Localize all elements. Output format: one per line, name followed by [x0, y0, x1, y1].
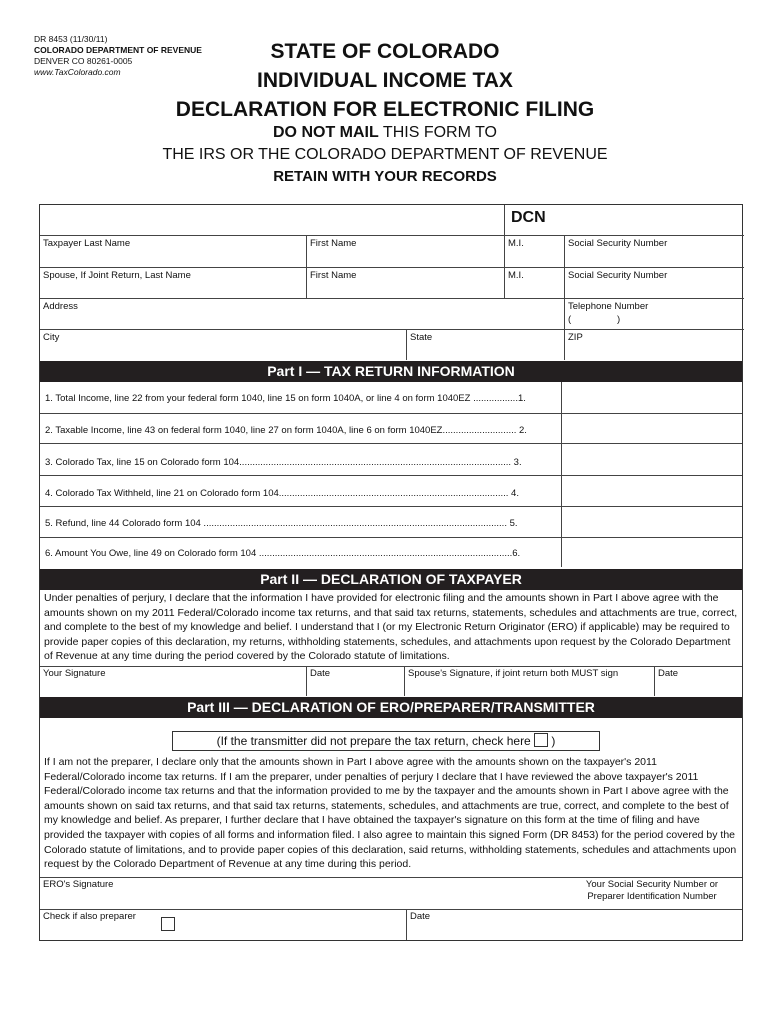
first-name-label: First Name	[310, 238, 357, 249]
title-state: STATE OF COLORADO	[270, 40, 500, 63]
transmitter-note: (If the transmitter did not prepare the tax return, check here	[216, 734, 531, 748]
declaration-form	[39, 204, 743, 941]
line-1-total-income: 1. Total Income, line 22 from your federal form 1040, line 15 on form 1040A, or line 4 on form 1040EZ .................1.	[45, 393, 526, 404]
divider	[40, 475, 742, 476]
ero-date-label: Date	[410, 911, 431, 922]
spouse-signature-label: Spouse's Signature, if joint return both MUST sign	[408, 668, 619, 679]
divider	[40, 443, 742, 444]
your-signature-field[interactable]	[40, 666, 306, 696]
also-preparer-checkbox[interactable]	[161, 917, 175, 931]
dcn-box[interactable]	[504, 205, 744, 235]
spouse-signature-field[interactable]	[404, 666, 654, 696]
line-4-tax-withheld: 4. Colorado Tax Withheld, line 21 on Colorado form 104....................................................................................... 4.	[45, 488, 519, 499]
telephone-field[interactable]	[564, 298, 744, 329]
irs-notice: THE IRS OR THE COLORADO DEPARTMENT OF REVENUE	[162, 146, 608, 163]
line-2-taxable-income: 2. Taxable Income, line 43 on federal form 1040, line 27 on form 1040A, line 6 on form 1040EZ............................ 2.	[45, 425, 527, 436]
taxpayer-ssn-field[interactable]	[564, 235, 744, 267]
retain-notice: RETAIN WITH YOUR RECORDS	[273, 168, 497, 185]
ero-date-field[interactable]	[406, 909, 742, 940]
date-label: Date	[310, 668, 331, 679]
spouse-first-name-label: First Name	[310, 270, 357, 281]
spouse-last-name-label: Spouse, If Joint Return, Last Name	[43, 270, 191, 281]
phone-paren-open: (	[568, 314, 572, 325]
ssn-label: Social Security Number	[568, 238, 668, 249]
city-label: City	[43, 332, 60, 343]
check-if-preparer-label: Check if also preparer	[43, 911, 136, 922]
phone-paren-close: )	[617, 314, 621, 325]
spouse-mi-field[interactable]	[504, 267, 564, 298]
divider	[40, 537, 742, 538]
line-3-colorado-tax: 3. Colorado Tax, line 15 on Colorado form 104....................................................................................................... 3.	[45, 457, 522, 468]
do-not-mail-notice	[0, 124, 770, 142]
ssn-pin-label: Your Social Security Number or Preparer Identification Number	[585, 879, 719, 902]
your-signature-label: Your Signature	[43, 668, 106, 679]
spouse-date-label: Date	[658, 668, 679, 679]
department-name: COLORADO DEPARTMENT OF REVENUE	[34, 45, 202, 55]
divider	[40, 506, 742, 507]
taxpayer-declaration-text: Under penalties of perjury, I declare that the information I have provided for electronic filing and the amounts shown in Part I above agree with the amounts shown on my 2011 Federal/Colorado income tax returns, and that said tax returns, statements, schedules and attachments are true, correct, and complete to the best of my knowledge and belief. I understand that I (or my Electronic Return Originator (ERO) if applicable) may be required to provide paper copies of this declaration, my returns, withholding statements, schedules, and attachments upon request by the Colorado Department of Revenue at any time during the period covered by the Colorado statute of limitations.	[44, 592, 738, 663]
city-field[interactable]	[40, 329, 406, 360]
spouse-mi-label: M.I.	[508, 270, 524, 281]
department-address: DENVER CO 80261-0005	[34, 56, 133, 66]
state-label: State	[410, 332, 433, 343]
divider	[40, 413, 742, 414]
spouse-ssn-label: Social Security Number	[568, 270, 668, 281]
taxpayer-mi-field[interactable]	[504, 235, 564, 267]
dcn-label: DCN	[511, 209, 546, 226]
address-field[interactable]	[40, 298, 564, 329]
line-6-amount-owed: 6. Amount You Owe, line 49 on Colorado form 104 ................................................................................................6.	[45, 548, 521, 559]
taxpayer-last-name-field[interactable]	[40, 235, 306, 267]
mi-label: M.I.	[508, 238, 524, 249]
website-link[interactable]: www.TaxColorado.com	[34, 67, 121, 77]
taxpayer-last-name-label: Taxpayer Last Name	[43, 238, 131, 249]
transmitter-note-close: )	[551, 734, 556, 748]
ero-signature-field[interactable]	[40, 877, 564, 909]
title-income-tax: INDIVIDUAL INCOME TAX	[257, 69, 513, 92]
do-not-mail-rest: THIS FORM TO	[378, 124, 497, 141]
state-field[interactable]	[406, 329, 564, 360]
line-5-refund: 5. Refund, line 44 Colorado form 104 ................................................................................................................... 5.	[45, 518, 518, 529]
ero-signature-label: ERO's Signature	[43, 879, 114, 890]
do-not-mail-bold: DO NOT MAIL	[273, 124, 379, 141]
spouse-first-name-field[interactable]	[306, 267, 504, 298]
also-preparer-field	[40, 909, 406, 940]
taxpayer-first-name-field[interactable]	[306, 235, 504, 267]
ssn-pin-field[interactable]	[564, 877, 742, 909]
part3-heading: Part III — DECLARATION OF ERO/PREPARER/TRANSMITTER	[40, 697, 742, 718]
spouse-last-name-field[interactable]	[40, 267, 306, 298]
part1-heading: Part I — TAX RETURN INFORMATION	[40, 361, 742, 382]
title-declaration: DECLARATION FOR ELECTRONIC FILING	[175, 98, 595, 121]
zip-field[interactable]	[564, 329, 744, 360]
transmitter-note-box	[172, 731, 600, 751]
spouse-ssn-field[interactable]	[564, 267, 744, 298]
transmitter-checkbox[interactable]	[534, 733, 548, 747]
signature-date-field[interactable]	[306, 666, 404, 696]
address-label: Address	[43, 301, 78, 312]
telephone-label: Telephone Number	[568, 301, 649, 312]
ero-declaration-text: If I am not the preparer, I declare only that the amounts shown in Part I above agree with the amounts shown on the taxpayer's 2011 Federal/Colorado income tax returns. If I am the preparer, under penalties of perjury I declare that I have reviewed the above taxpayer's 2011 Federal/Colorado income tax returns and that the information provided to me by the taxpayer and the amounts shown in Part I above agree with the amounts shown on said tax returns, and that said tax returns, statements, schedules, and attachments are true, correct, and complete to the best of my knowledge and belief. As preparer, I further declare that I have obtained the taxpayer's signature on this form at the time of filing and have provided the taxpayer with copies of all forms and information filed. I also agree to maintain this signed Form (DR 8453) for the period covered by the Colorado statute of limitations, and to provide paper copies of this declaration, said returns, withholding statements, schedules and attachments upon request by the Colorado Department of Revenue at any time during this period.	[44, 756, 737, 871]
spouse-date-field[interactable]	[654, 666, 742, 696]
part2-heading: Part II — DECLARATION OF TAXPAYER	[40, 569, 742, 590]
zip-label: ZIP	[568, 332, 583, 343]
form-id: DR 8453 (11/30/11)	[34, 34, 108, 44]
